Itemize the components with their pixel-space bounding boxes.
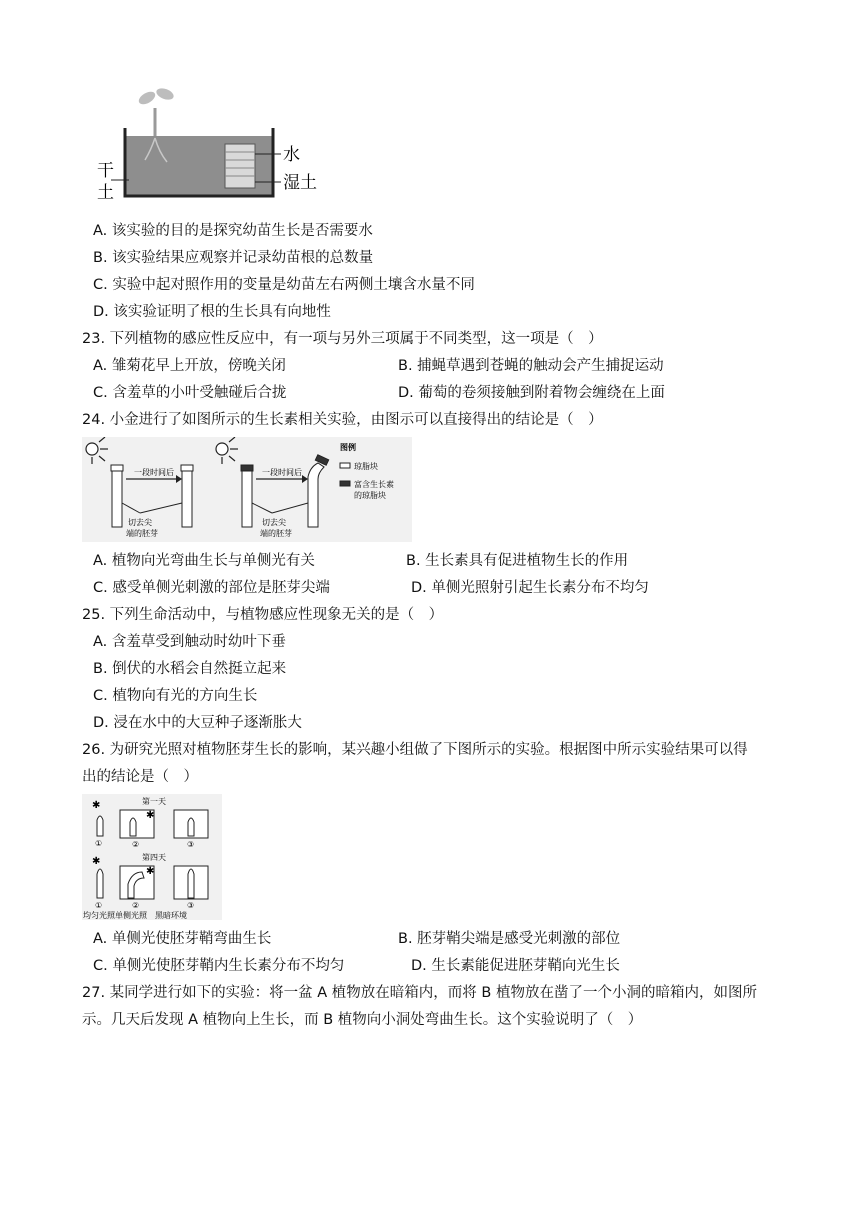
day4-label: 第四天 <box>142 853 166 862</box>
svg-text:①: ① <box>95 901 103 910</box>
legend-title: 图例 <box>340 443 356 452</box>
q22-option-a: A. 该实验的目的是探究幼苗生长是否需要水 <box>93 223 373 239</box>
arrow-label: 一段时间后 <box>262 468 302 477</box>
auxin-diagram <box>82 437 412 542</box>
seedling-leaf <box>137 89 158 107</box>
q27-stem-line1: 27. 某同学进行如下的实验：将一盆 A 植物放在暗箱内，而将 B 植物放在凿了一个小洞的暗箱内，如图所 <box>82 985 757 1001</box>
coleoptile-cut <box>182 471 192 527</box>
q22-option-d: D. 该实验证明了根的生长具有向地性 <box>93 304 331 320</box>
q23-stem: 23. 下列植物的感应性反应中，有一项与另外三项属于不同类型，这一项是（ ） <box>82 331 603 347</box>
legend-agar: 琼脂块 <box>354 462 378 471</box>
q26-stem-line2: 出的结论是（ ） <box>82 769 198 785</box>
figure-q26 <box>82 794 222 920</box>
q24-option-c: C. 感受单侧光刺激的部位是胚芽尖端 <box>93 580 330 596</box>
svg-text:✱: ✱ <box>146 810 155 821</box>
q27-stem-line2: 示。几天后发现 A 植物向上生长，而 B 植物向小洞处弯曲生长。这个实验说明了（ ） <box>82 1012 643 1028</box>
q23-option-a: A. 雏菊花早上开放，傍晚关闭 <box>93 358 286 374</box>
legend-rich-1: 富含生长素 <box>354 480 394 489</box>
q26-option-b: B. 胚芽鞘尖端是感受光刺激的部位 <box>398 931 621 947</box>
q24-option-d: D. 单侧光照射引起生长素分布不均匀 <box>411 580 649 596</box>
n1-label: ① <box>95 839 103 848</box>
svg-text:✱: ✱ <box>92 856 101 867</box>
agar-block <box>181 465 193 471</box>
caption-line1: 切去尖 <box>262 518 286 527</box>
coleoptile-cut <box>112 471 122 527</box>
label-wet-soil: 湿土 <box>283 173 317 193</box>
q25-stem: 25. 下列生命活动中，与植物感应性现象无关的是（ ） <box>82 607 444 623</box>
legend-rich-2: 的琼脂块 <box>354 491 386 500</box>
n3-label: ③ <box>187 840 195 849</box>
coleoptile <box>97 869 103 898</box>
q26-option-a: A. 单侧光使胚芽鞘弯曲生长 <box>93 931 272 947</box>
svg-text:③: ③ <box>187 901 195 910</box>
q25-option-b: B. 倒伏的水稻会自然挺立起来 <box>93 661 287 677</box>
q26-stem-line1: 26. 为研究光照对植物胚芽生长的影响，某兴趣小组做了下图所示的实验。根据图中所示实验结果可以得 <box>82 742 748 758</box>
svg-text:✱: ✱ <box>92 800 101 811</box>
soil-water-diagram <box>95 88 335 213</box>
water-block <box>225 144 255 188</box>
n2-label: ② <box>132 840 140 849</box>
q25-option-d: D. 浸在水中的大豆种子逐渐胀大 <box>93 715 302 731</box>
figure-q24 <box>82 437 412 542</box>
coleoptile <box>97 816 103 836</box>
figure-q22 <box>95 88 335 213</box>
seedling-leaf <box>155 88 175 102</box>
q22-option-b: B. 该实验结果应观察并记录幼苗根的总数量 <box>93 250 374 266</box>
q23-option-c: C. 含羞草的小叶受触碰后合拢 <box>93 385 287 401</box>
q26-option-c: C. 单侧光使胚芽鞘内生长素分布不均匀 <box>93 958 345 974</box>
q23-option-b: B. 捕蝇草遇到苍蝇的触动会产生捕捉运动 <box>398 358 664 374</box>
label-dry-1: 干 <box>97 161 114 181</box>
svg-text:②: ② <box>132 901 140 910</box>
q24-option-b: B. 生长素具有促进植物生长的作用 <box>406 553 629 569</box>
coleoptile-light-diagram <box>82 794 222 920</box>
agar-block <box>111 465 123 471</box>
q25-option-a: A. 含羞草受到触动时幼叶下垂 <box>93 634 286 650</box>
caption-line1: 切去尖 <box>128 518 152 527</box>
condition-labels: 均匀光照单侧光照 黑暗环境 <box>83 911 187 920</box>
coleoptile-cut <box>242 471 252 527</box>
arrow-label: 一段时间后 <box>134 468 174 477</box>
caption-line2: 端的胚芽 <box>260 529 292 538</box>
q26-option-d: D. 生长素能促进胚芽鞘向光生长 <box>411 958 620 974</box>
label-water: 水 <box>283 145 300 165</box>
svg-text:✱: ✱ <box>146 866 155 877</box>
day1-label: 第一天 <box>142 797 166 806</box>
caption-line2: 端的胚芽 <box>126 529 158 538</box>
label-dry-2: 土 <box>97 183 114 203</box>
q24-stem: 24. 小金进行了如图所示的生长素相关实验，由图示可以直接得出的结论是（ ） <box>82 412 603 428</box>
q24-option-a: A. 植物向光弯曲生长与单侧光有关 <box>93 553 315 569</box>
q22-option-c: C. 实验中起对照作用的变量是幼苗左右两侧土壤含水量不同 <box>93 277 475 293</box>
q23-option-d: D. 葡萄的卷须接触到附着物会缠绕在上面 <box>398 385 665 401</box>
q25-option-c: C. 植物向有光的方向生长 <box>93 688 258 704</box>
auxin-agar-block <box>241 465 253 471</box>
